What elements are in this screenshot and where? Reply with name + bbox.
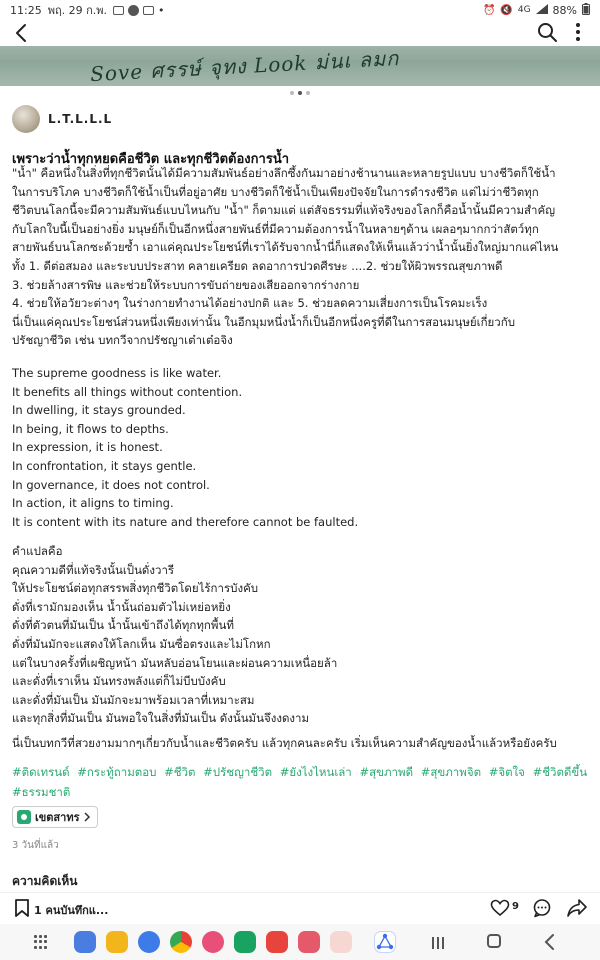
translation-line: ดั่งที่เรามักมองเห็น น้ำนั้นถ่อมตัวไม่เหย่อหยิ่ง xyxy=(12,599,231,614)
hashtag-list xyxy=(12,762,594,802)
heart-icon xyxy=(490,898,510,918)
back-arrow-icon xyxy=(12,22,32,44)
home-button[interactable] xyxy=(487,934,501,948)
gallery-notification-icon xyxy=(113,6,124,15)
carousel-dot xyxy=(290,91,294,95)
carousel-indicator xyxy=(0,91,600,95)
hashtag[interactable]: #สุขภาพดี xyxy=(359,765,414,779)
hashtag[interactable]: #สุขภาพจิต xyxy=(420,765,482,779)
hashtag[interactable]: #กระทู้ถามตอบ xyxy=(77,765,157,779)
hashtag[interactable]: #ชีวิตดีขึ้น xyxy=(532,765,588,779)
phone-app-icon[interactable] xyxy=(74,931,96,953)
share-network-app-icon[interactable] xyxy=(374,931,396,953)
top-navigation xyxy=(0,20,600,46)
hashtag[interactable]: #ปรัชญาชีวิต xyxy=(203,765,273,779)
battery-percent: 88% xyxy=(552,3,577,17)
messages-app-icon[interactable] xyxy=(138,931,160,953)
gallery-app-icon[interactable] xyxy=(330,931,352,953)
translation-line: และทุกสิ่งที่มันเป็น มันพอใจในสิ่งที่มันเป็น ดังนั้นมันจึงงดงาม xyxy=(12,711,310,726)
status-date: พฤ. 29 ก.พ. xyxy=(47,4,108,17)
poem-line: In expression, it is honest. xyxy=(12,440,163,455)
notification-icons xyxy=(113,4,165,17)
more-vertical-icon xyxy=(568,21,588,43)
closing-line: นี่เป็นบทกวีที่สวยงามมากๆเกี่ยวกับน้ำและชีวิตครับ แล้วทุกคนละครับ เริ่มเห็นความสำคัญของน้ำแล้วหรือยังครับ xyxy=(12,736,557,750)
recent-apps-icon xyxy=(430,936,446,950)
files-app-icon[interactable] xyxy=(106,931,128,953)
poem-line: In governance, it does not control. xyxy=(12,477,210,492)
translation-line: ดั่งที่ตัวตนที่มันเป็น น้ำนั้นเข้าถึงได้ทุกทุกพื้นที่ xyxy=(12,618,234,633)
post-image-carousel[interactable] xyxy=(0,46,600,86)
body-line: 4. ช่วยให้อวัยวะต่างๆ ในร่างกายทำงานได้อย่างปกติ และ 5. ช่วยลดความเสี่ยงการเป็นโรคมะเร็ง xyxy=(12,296,488,311)
post-time-ago: 3 วันที่แล้ว xyxy=(12,840,59,851)
poem-line: The supreme goodness is like water. xyxy=(12,366,222,380)
carousel-dot xyxy=(306,91,310,95)
whatsapp-app-icon[interactable] xyxy=(234,931,256,953)
carousel-dot-active xyxy=(298,91,302,95)
dot-more-icon: • xyxy=(158,3,165,17)
comment-button[interactable] xyxy=(532,898,552,918)
banner-handwriting: Sove ศรรษ์ จุทง Look ม่นเ ลมก xyxy=(89,46,400,86)
line-notification-icon xyxy=(128,5,139,16)
poem-line: In action, it aligns to timing. xyxy=(12,496,174,511)
like-button[interactable] xyxy=(490,898,510,918)
poem-line: In dwelling, it stays grounded. xyxy=(12,403,186,418)
like-count: 9 xyxy=(512,901,519,912)
poem-line: It benefits all things without contention. xyxy=(12,384,243,399)
recent-apps-button[interactable] xyxy=(430,935,446,949)
translation-line: และดั่งที่มันเป็น มันมักจะมาพร้อมเวลาที่เหมาะสม xyxy=(12,692,255,707)
body-line: ทั้ง 1. ดีต่อสมอง และระบบประสาท คลายเครียด ลดอาการปวดศีรษะ ....2. ช่วยให้ผิวพรรณสุขภาพดี xyxy=(12,258,503,273)
location-label: เขตสาทร xyxy=(35,811,80,824)
system-back-button[interactable] xyxy=(543,933,557,951)
share-icon xyxy=(566,898,588,918)
translation-line: ให้ประโยชน์ต่อทุกสรรพสิ่งทุกชีวิตโดยไร้การบังคับ xyxy=(12,581,259,596)
back-button[interactable] xyxy=(12,22,32,44)
signal-label: 4G xyxy=(517,5,531,15)
post-body-translation xyxy=(12,542,594,728)
bookmark-icon xyxy=(14,899,30,917)
body-line: "น้ำ" คือหนึ่งในสิ่งที่ทุกชีวิตนั้นได้มีความสัมพันธ์อย่างลึกซึ้งกันมาอย่างช้านานและหลายรูปแบบ บางชีวิตก็ใช้น้ำ xyxy=(12,166,556,180)
status-bar xyxy=(0,0,600,20)
hashtag[interactable]: #ติดเทรนด์ xyxy=(12,765,70,779)
translation-line: และดั่งที่เราเห็น มันทรงพลังแต่ก็ไม่บีบบังคับ xyxy=(12,674,226,689)
body-line: ปรัชญาชีวิต เช่น บทกวีจากปรัชญาเต๋าเต๋อจิง xyxy=(12,333,233,348)
post-body-thai xyxy=(12,164,594,350)
share-button[interactable] xyxy=(566,898,588,918)
translation-line: แต่ในบางครั้งที่เผชิญหน้า มันหลับอ่อนโยนและผ่อนความเหนื่อยล้า xyxy=(12,655,338,670)
hashtag[interactable]: #ชีวิต xyxy=(164,765,196,779)
system-back-icon xyxy=(543,933,557,951)
more-options-button[interactable] xyxy=(568,21,588,43)
signal-icon xyxy=(536,4,548,17)
status-right xyxy=(483,3,590,18)
chevron-right-icon xyxy=(83,812,91,822)
post-action-bar xyxy=(0,892,600,922)
mute-icon: 🔇 xyxy=(500,4,513,16)
avatar[interactable] xyxy=(12,105,40,133)
hashtag[interactable]: #ยังไงไหนเล่า xyxy=(279,765,352,779)
translation-line: ดั่งที่มันมักจะแสดงให้โลกเห็น มันซื่อตรงและไม่โกหก xyxy=(12,636,271,651)
flower-app-icon[interactable] xyxy=(202,931,224,953)
location-chip[interactable] xyxy=(12,806,98,828)
hashtag[interactable]: #จิตใจ xyxy=(488,765,525,779)
post-title: เพราะว่าน้ำทุกหยดคือชีวิต และทุกชีวิตต้องการน้ำ xyxy=(12,152,289,167)
location-pin-icon xyxy=(17,810,31,824)
app-drawer-icon[interactable] xyxy=(34,935,48,949)
author-name[interactable]: L.T.L.L.L xyxy=(48,112,113,126)
bookmark-count-label[interactable]: 1 คนบันทึกแ... xyxy=(34,904,109,917)
bookmark-button[interactable] xyxy=(14,899,30,917)
author-row[interactable] xyxy=(12,104,112,134)
system-dock xyxy=(0,924,600,960)
status-time: 11:25 xyxy=(10,3,42,17)
image-notification-icon xyxy=(143,6,154,15)
chrome-app-icon[interactable] xyxy=(170,931,192,953)
search-button[interactable] xyxy=(536,21,558,43)
battery-icon xyxy=(582,3,590,18)
post-body-english-poem xyxy=(12,364,594,531)
flipboard-app-icon[interactable] xyxy=(266,931,288,953)
poem-line: In being, it flows to depths. xyxy=(12,421,169,436)
comments-heading: ความคิดเห็น xyxy=(12,874,78,888)
translation-line: คำแปลคือ xyxy=(12,544,63,558)
translation-line: คุณความดีที่แท้จริงนั้นเป็นดั่งวารี xyxy=(12,562,175,577)
comment-icon xyxy=(532,898,552,918)
body-line: นี่เป็นแค่คุณประโยชน์ส่วนหนึ่งเพียงเท่านั้น ในอีกมุมหนึ่งน้ำก็เป็นอีกหนึ่งครูที่ดีในการสอนมนุษย์เกี่ยวกับ xyxy=(12,314,516,329)
body-line: 3. ช่วยล้างสารพิษ และช่วยให้ระบบการขับถ่ายของเสียออกจากร่างกาย xyxy=(12,277,360,292)
hashtag[interactable]: #ธรรมชาติ xyxy=(12,785,71,799)
poem-line: It is content with its nature and therefore cannot be faulted. xyxy=(12,514,359,529)
camera-app-icon[interactable] xyxy=(298,931,320,953)
poem-line: In confrontation, it stays gentle. xyxy=(12,458,197,473)
search-icon xyxy=(536,21,558,43)
body-line: ในการบริโภค บางชีวิตก็ใช้น้ำเป็นที่อยู่อาศัย บางชีวิตก็ใช้น้ำเป็นเพียงปัจจัยในการดำรงชีวิต แต่ไม่ว่าชีวิตทุก xyxy=(12,184,539,199)
post-closing xyxy=(12,734,594,753)
body-line: ชีวิตบนโลกนี้จะมีความสัมพันธ์แบบไหนกับ "น้ำ" ก็ตามแต่ แต่สัจธรรมที่แท้จริงของโลกก็คือน้ำนั้นมีความสำคัญ xyxy=(12,203,556,218)
body-line: สายพันธ์บนโลกซะด้วยซ้ำ เอาแค่คุณประโยชน์ที่เราได้รับจากน้ำนี่ก็แสดงให้เห็นแล้วว่าน้ำนั้นยิ่งใหญ่มากแค่ไหน xyxy=(12,240,559,255)
alarm-icon: ⏰ xyxy=(482,4,496,16)
body-line: กับโลกใบนี้เป็นอย่างยิ่ง มนุษย์ก็เป็นอีกหนึ่งสายพันธ์ที่มีความต้องการน้ำในหลายๆด้าน เผลอๆมากกว่าสัตว์ทุก xyxy=(12,221,539,236)
